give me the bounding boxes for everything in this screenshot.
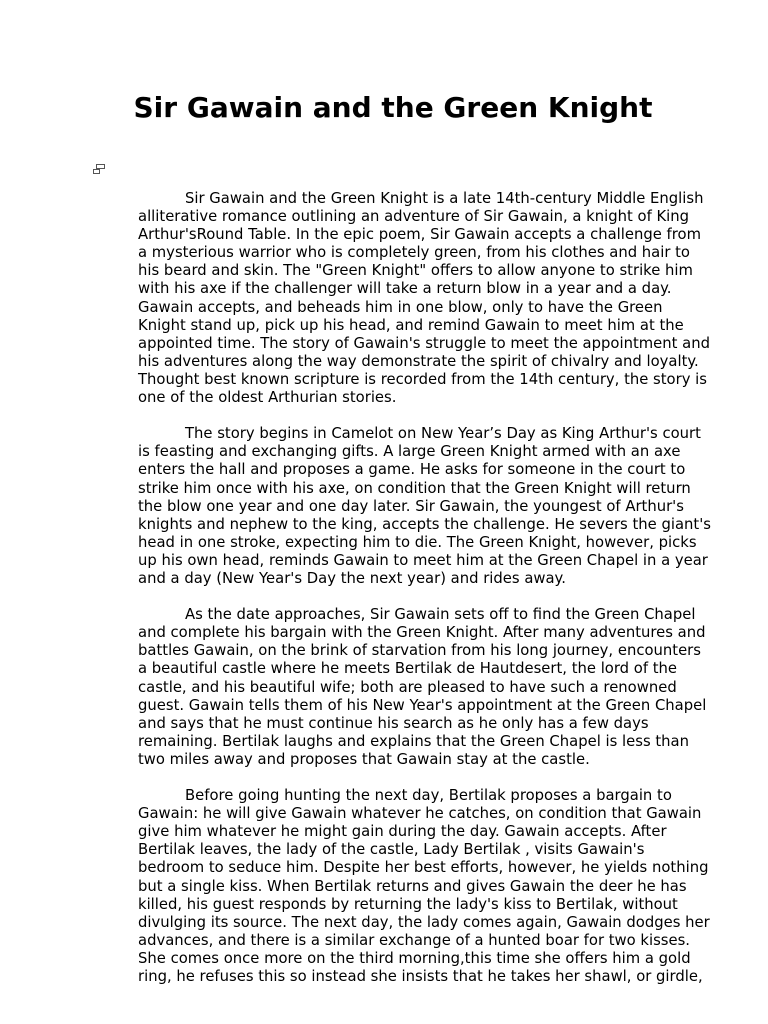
paragraph-3 (91, 606, 707, 769)
paragraph-2 (91, 425, 711, 588)
text-line: castle, and his beautiful wife; both are pleased to have such a renowned (138, 678, 677, 696)
text-line: a beautiful castle where he meets Bertilak de Hautdesert, the lord of the (138, 660, 678, 678)
text-line: knights and nephew to the king, accepts the challenge. He severs the giant's (138, 515, 711, 533)
document-body (91, 190, 711, 1004)
paragraph-1 (91, 190, 710, 407)
anchor-link-icon[interactable] (92, 163, 106, 175)
text-line: and a day (New Year's Day the next year) and rides away. (138, 569, 566, 587)
text-line: Before going hunting the next day, Bertilak proposes a bargain to (185, 787, 672, 805)
text-line: a mysterious warrior who is completely green, from his clothes and hair to (138, 244, 690, 262)
text-line: is feasting and exchanging gifts. A large Green Knight armed with an axe (138, 443, 681, 461)
text-line: bedroom to seduce him. Despite her best efforts, however, he yields nothing (138, 859, 709, 877)
text-line: Thought best known scripture is recorded from the 14th century, the story is (138, 370, 707, 388)
text-line: give him whatever he might gain during the day. Gawain accepts. After (138, 823, 667, 841)
text-line: Sir Gawain and the Green Knight is a late 14th-century Middle English (185, 190, 704, 207)
text-line: Arthur'sRound Table. In the epic poem, Sir Gawain accepts a challenge from (138, 226, 701, 244)
text-line: Gawain: he will give Gawain whatever he catches, on condition that Gawain (138, 805, 702, 823)
text-line: his beard and skin. The "Green Knight" offers to allow anyone to strike him (138, 262, 693, 280)
text-line: Gawain accepts, and beheads him in one blow, only to have the Green (138, 298, 663, 316)
text-line: the blow one year and one day later. Sir Gawain, the youngest of Arthur's (138, 497, 684, 515)
text-line: remaining. Bertilak laughs and explains that the Green Chapel is less than (138, 732, 690, 750)
text-line: killed, his guest responds by returning the lady's kiss to Bertilak, without (138, 895, 678, 913)
text-line: divulging its source. The next day, the lady comes again, Gawain dodges her (138, 913, 710, 931)
text-line: with his axe if the challenger will take a return blow in a year and a day. (138, 280, 672, 298)
text-line: The story begins in Camelot on New Year’s Day as King Arthur's court (185, 425, 701, 443)
text-line: enters the hall and proposes a game. He asks for someone in the court to (138, 461, 686, 479)
text-line: and says that he must continue his search as he only has a few days (138, 714, 649, 732)
page-title: Sir Gawain and the Green Knight (133, 91, 653, 124)
text-line: up his own head, reminds Gawain to meet him at the Green Chapel in a year (138, 551, 708, 569)
text-line: and complete his bargain with the Green Knight. After many adventures and (138, 624, 706, 642)
paragraph-4 (91, 787, 710, 986)
text-line: As the date approaches, Sir Gawain sets off to find the Green Chapel (185, 606, 696, 624)
text-line: appointed time. The story of Gawain's struggle to meet the appointment and (138, 334, 710, 352)
text-line: Knight stand up, pick up his head, and remind Gawain to meet him at the (138, 316, 684, 334)
text-line: one of the oldest Arthurian stories. (138, 389, 397, 407)
text-line: his adventures along the way demonstrate the spirit of chivalry and loyalty. (138, 352, 699, 370)
text-line: head in one stroke, expecting him to die. The Green Knight, however, picks (138, 533, 697, 551)
text-line: alliterative romance outlining an adventure of Sir Gawain, a knight of King (138, 208, 690, 226)
text-line: advances, and there is a similar exchange of a hunted boar for two kisses. (138, 931, 691, 949)
text-line: ring, he refuses this so instead she insists that he takes her shawl, or girdle, (138, 968, 703, 986)
text-line: guest. Gawain tells them of his New Year's appointment at the Green Chapel (138, 696, 707, 714)
text-line: She comes once more on the third morning,this time she offers him a gold (138, 949, 691, 967)
text-line: but a single kiss. When Bertilak returns and gives Gawain the deer he has (138, 877, 687, 895)
text-line: strike him once with his axe, on condition that the Green Knight will return (138, 479, 691, 497)
text-line: battles Gawain, on the brink of starvation from his long journey, encounters (138, 642, 701, 660)
text-line: Bertilak leaves, the lady of the castle, Lady Bertilak , visits Gawain's (138, 841, 645, 859)
text-line: two miles away and proposes that Gawain stay at the castle. (138, 750, 590, 768)
